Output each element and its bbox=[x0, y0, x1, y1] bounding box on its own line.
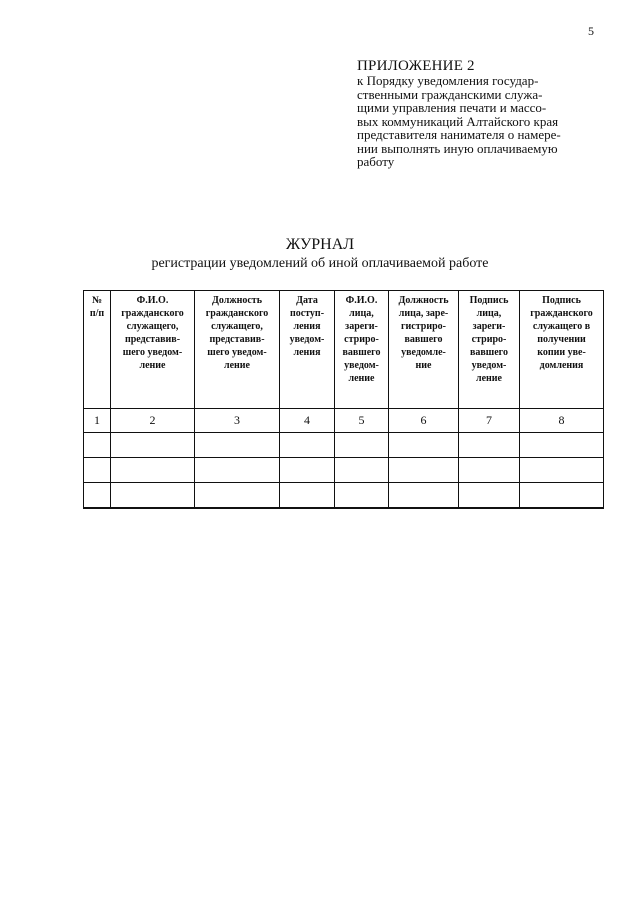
header-line: лица, заре- bbox=[398, 308, 449, 319]
journal-title: ЖУРНАЛ bbox=[285, 236, 355, 253]
header-line: ление bbox=[139, 360, 166, 371]
table-cell bbox=[84, 433, 111, 458]
table-cell bbox=[335, 483, 389, 509]
table-cell bbox=[520, 458, 604, 483]
header-line: шего уведом- bbox=[207, 347, 267, 358]
header-line: получении bbox=[537, 334, 586, 345]
header-line: п/п bbox=[89, 308, 105, 319]
table-cell bbox=[459, 433, 520, 458]
header-line: Ф.И.О. bbox=[136, 295, 169, 306]
appendix-line: вых коммуникаций Алтайского края bbox=[357, 113, 559, 129]
header-number bbox=[84, 291, 111, 409]
appendix-title: ПРИЛОЖЕНИЕ 2 bbox=[357, 58, 475, 74]
column-number-cell: 3 bbox=[195, 409, 280, 433]
header-line: Подпись bbox=[542, 295, 581, 306]
table-cell bbox=[84, 483, 111, 509]
header-line: лица, bbox=[349, 308, 374, 319]
header-line: служащего в bbox=[532, 321, 591, 332]
header-line: гражданского bbox=[205, 308, 269, 319]
table-cell bbox=[520, 433, 604, 458]
table-cell bbox=[84, 458, 111, 483]
table-cell bbox=[195, 483, 280, 509]
table-cell bbox=[111, 483, 195, 509]
header-line: ления bbox=[293, 347, 321, 358]
table-header-row bbox=[84, 291, 604, 409]
header-line: служащего, bbox=[126, 321, 179, 332]
table-cell bbox=[111, 433, 195, 458]
appendix-line: нии выполнять иную оплачиваемую bbox=[357, 140, 558, 156]
header-line: ление bbox=[223, 360, 250, 371]
header-line: гражданского bbox=[121, 308, 184, 319]
table-row bbox=[84, 433, 604, 458]
header-line: ние bbox=[415, 360, 432, 371]
header-line: служащего, bbox=[211, 321, 263, 332]
appendix-line: представителя нанимателя о намере- bbox=[357, 127, 561, 142]
header-line: вавшего bbox=[342, 347, 381, 358]
appendix-line: работу bbox=[357, 154, 395, 169]
header-line: уведом- bbox=[289, 334, 325, 345]
appendix-block bbox=[357, 58, 597, 169]
header-employee-signature bbox=[520, 291, 604, 409]
table-cell bbox=[111, 458, 195, 483]
table-cell bbox=[389, 433, 459, 458]
appendix-line: ственными гражданскими служа- bbox=[357, 86, 543, 102]
header-registrar-signature bbox=[459, 291, 520, 409]
table-row bbox=[84, 483, 604, 509]
header-line: представив- bbox=[209, 334, 265, 345]
header-line: ления bbox=[293, 321, 321, 332]
header-line: Должность bbox=[398, 295, 449, 306]
header-line: представив- bbox=[124, 334, 181, 345]
header-line: лица, bbox=[476, 308, 502, 319]
table-cell bbox=[389, 483, 459, 509]
table-cell bbox=[280, 458, 335, 483]
header-line: Должность bbox=[211, 295, 262, 306]
journal-subtitle: регистрации уведомлений об иной оплачиваемой работе bbox=[151, 256, 489, 271]
header-line: гистриро- bbox=[401, 321, 446, 332]
header-employee-position bbox=[195, 291, 280, 409]
header-line: стриро- bbox=[344, 334, 379, 345]
table-cell bbox=[195, 458, 280, 483]
header-line: Дата bbox=[296, 295, 318, 306]
header-line: зареги- bbox=[345, 321, 378, 332]
appendix-line: щими управления печати и массо- bbox=[357, 100, 547, 115]
registration-table bbox=[83, 290, 604, 509]
table-cell bbox=[280, 483, 335, 509]
page-number: 5 bbox=[588, 24, 594, 38]
header-line: копии уве- bbox=[537, 347, 586, 358]
header-line: уведом- bbox=[344, 360, 379, 371]
journal-heading bbox=[0, 236, 640, 272]
column-number-row bbox=[84, 409, 604, 433]
column-number-cell: 6 bbox=[389, 409, 459, 433]
header-line: поступ- bbox=[289, 308, 325, 319]
header-line: ление bbox=[475, 373, 502, 384]
table-cell bbox=[459, 483, 520, 509]
table-row bbox=[84, 458, 604, 483]
appendix-line: к Порядку уведомления государ- bbox=[357, 73, 539, 88]
header-receipt-date bbox=[280, 291, 335, 409]
header-employee-name bbox=[111, 291, 195, 409]
table-cell bbox=[280, 433, 335, 458]
column-number-cell: 4 bbox=[280, 409, 335, 433]
header-line: домления bbox=[539, 360, 584, 371]
table-cell bbox=[459, 458, 520, 483]
header-line: шего уведом- bbox=[122, 347, 183, 358]
header-line: № bbox=[91, 295, 103, 306]
header-registrar-name bbox=[335, 291, 389, 409]
column-number-cell: 2 bbox=[111, 409, 195, 433]
table-cell bbox=[335, 433, 389, 458]
header-line: гражданского bbox=[530, 308, 593, 319]
table-cell bbox=[195, 433, 280, 458]
column-number-cell: 8 bbox=[520, 409, 604, 433]
header-line: Ф.И.О. bbox=[345, 295, 378, 306]
header-line: уведом- bbox=[471, 360, 507, 371]
header-line: Подпись bbox=[469, 295, 509, 306]
header-line: вавшего bbox=[404, 334, 443, 345]
column-number-cell: 1 bbox=[84, 409, 111, 433]
column-number-cell: 7 bbox=[459, 409, 520, 433]
table-cell bbox=[389, 458, 459, 483]
header-line: ление bbox=[348, 373, 375, 384]
header-line: вавшего bbox=[470, 347, 508, 358]
column-number-cell: 5 bbox=[335, 409, 389, 433]
table-cell bbox=[335, 458, 389, 483]
header-registrar-position bbox=[389, 291, 459, 409]
header-line: уведомле- bbox=[401, 347, 446, 358]
header-line: стриро- bbox=[471, 334, 507, 345]
table-cell bbox=[520, 483, 604, 509]
header-line: зареги- bbox=[472, 321, 506, 332]
appendix-text bbox=[357, 74, 597, 169]
